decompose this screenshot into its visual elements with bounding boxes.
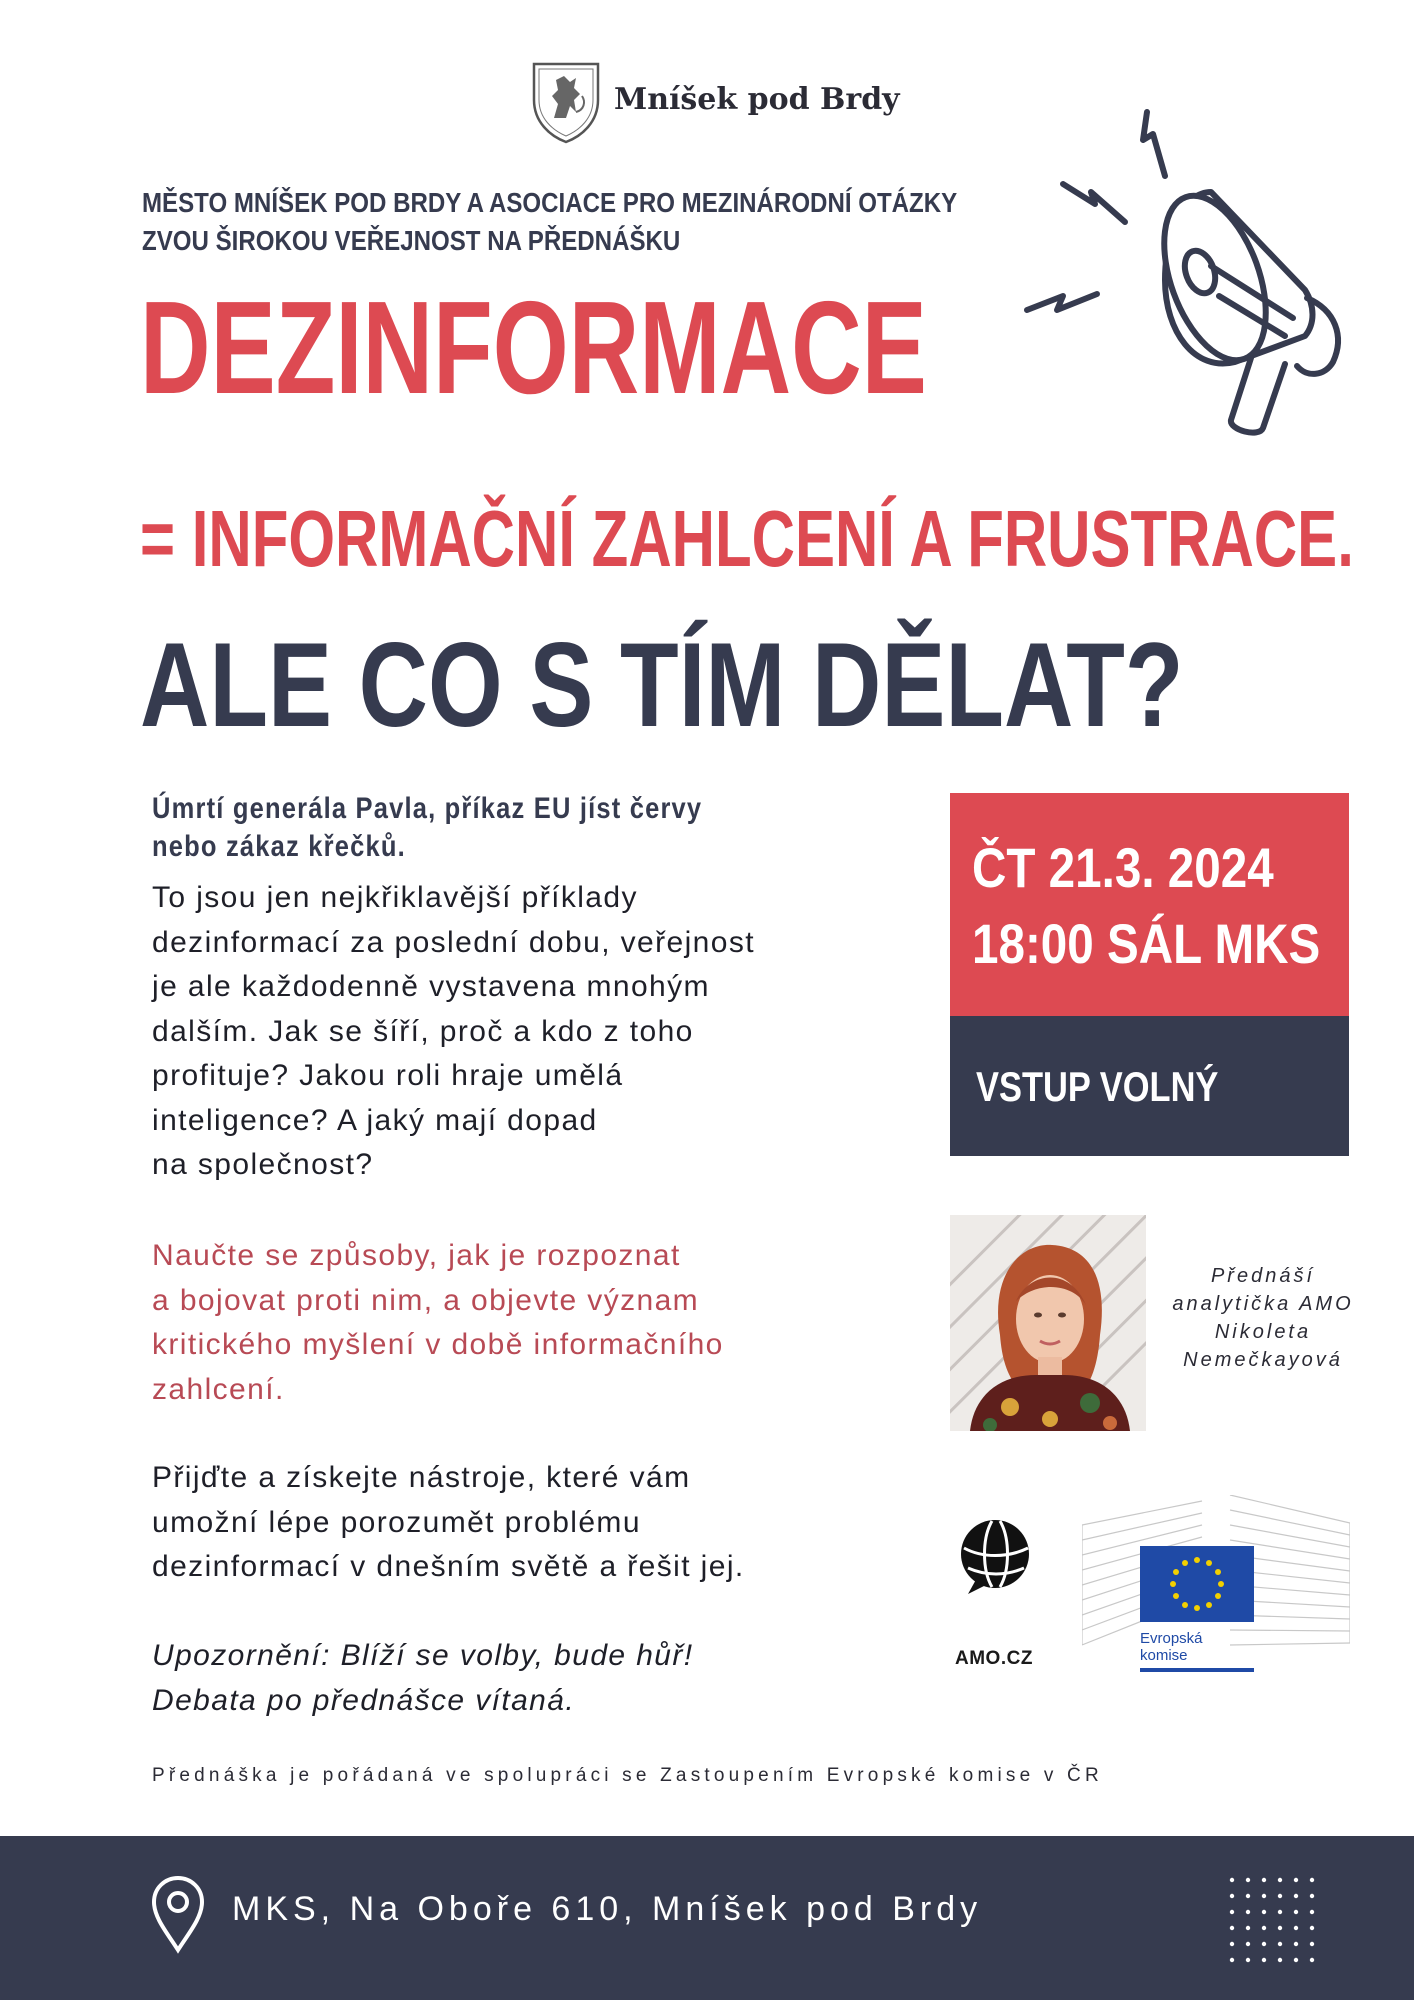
speaker-line: analytička AMO: [1172, 1293, 1354, 1315]
text-line: dezinformací za poslední dobu, veřejnost: [152, 925, 755, 959]
lead-text: [152, 790, 912, 866]
speaker-line: Přednáší: [1210, 1265, 1316, 1287]
cooperation-note: Přednáška je pořádaná ve spolupráci se Zastoupením Evropské komise v ČR: [152, 1765, 1103, 1786]
text-line: zahlcení.: [152, 1372, 285, 1406]
invitation-line: ZVOU ŠIROKOU VEŘEJNOST NA PŘEDNÁŠKU: [142, 225, 681, 256]
text-line: umožní lépe porozumět problému: [152, 1505, 641, 1539]
eu-flag-icon: [1140, 1546, 1254, 1622]
headline-subtitle: = INFORMAČNÍ ZAHLCENÍ A FRUSTRACE.: [140, 494, 1354, 583]
text-line: Přijďte a získejte nástroje, které vám: [152, 1461, 691, 1494]
footer-address: MKS, Na Oboře 610, Mníšek pod Brdy: [232, 1890, 983, 1928]
megaphone-icon: [1015, 100, 1365, 440]
lead-line: nebo zákaz křečků.: [152, 830, 406, 863]
town-name: Mníšek pod Brdy: [614, 82, 900, 117]
entry-text: VSTUP VOLNÝ: [976, 1063, 1219, 1110]
text-line: a bojovat proti nim, a objevte význam: [152, 1283, 700, 1317]
speaker-line: Nikoleta: [1214, 1321, 1312, 1343]
event-date: ČT 21.3. 2024: [972, 836, 1274, 899]
tools-paragraph: [152, 1456, 912, 1590]
text-line: Upozornění: Blíží se volby, bude hůř!: [152, 1639, 694, 1672]
amo-logo-icon: [958, 1518, 1032, 1608]
text-line: je ale každodenně vystavena mnohým: [152, 970, 710, 1003]
speaker-caption: [1148, 1262, 1378, 1374]
learn-paragraph: [152, 1234, 912, 1412]
ec-label: [1140, 1630, 1203, 1664]
dot-grid-decoration: [1226, 1874, 1322, 1970]
ec-label-line: Evropská: [1140, 1630, 1203, 1647]
text-line: To jsou jen nejkřiklavější příklady: [152, 881, 638, 914]
lead-line: Úmrtí generála Pavla, příkaz EU jíst červy: [152, 792, 703, 825]
invitation-text: [142, 184, 1090, 260]
invitation-line: MĚSTO MNÍŠEK POD BRDY A ASOCIACE PRO MEZINÁRODNÍ OTÁZKY: [142, 187, 958, 218]
amo-label: AMO.CZ: [955, 1648, 1033, 1669]
text-line: kritického myšlení v době informačního: [152, 1328, 724, 1361]
text-line: dalším. Jak se šíří, proč a kdo z toho: [152, 1014, 694, 1048]
event-time-place: 18:00 SÁL MKS: [972, 912, 1321, 975]
date-box: [950, 793, 1349, 1016]
text-line: profituje? Jakou roli hraje umělá: [152, 1059, 624, 1092]
ec-label-line: komise: [1140, 1647, 1188, 1664]
coat-of-arms-icon: [530, 60, 602, 144]
headline-title: DEZINFORMACE: [140, 274, 927, 421]
speaker-photo: [950, 1215, 1146, 1431]
location-pin-icon: [150, 1874, 206, 1954]
speaker-line: Nemečkayová: [1183, 1349, 1343, 1371]
headline-question: ALE CO S TÍM DĚLAT?: [140, 618, 1184, 752]
notice-paragraph: [152, 1634, 912, 1723]
text-line: dezinformací v dnešním světě a řešit jej.: [152, 1550, 745, 1583]
text-line: Naučte se způsoby, jak je rozpoznat: [152, 1239, 681, 1272]
entry-box: [950, 1016, 1349, 1156]
text-line: Debata po přednášce vítaná.: [152, 1683, 576, 1717]
text-line: na společnost?: [152, 1148, 374, 1181]
text-line: inteligence? A jaký mají dopad: [152, 1103, 598, 1137]
ec-underline: [1140, 1668, 1254, 1672]
intro-paragraph: [152, 876, 912, 1188]
